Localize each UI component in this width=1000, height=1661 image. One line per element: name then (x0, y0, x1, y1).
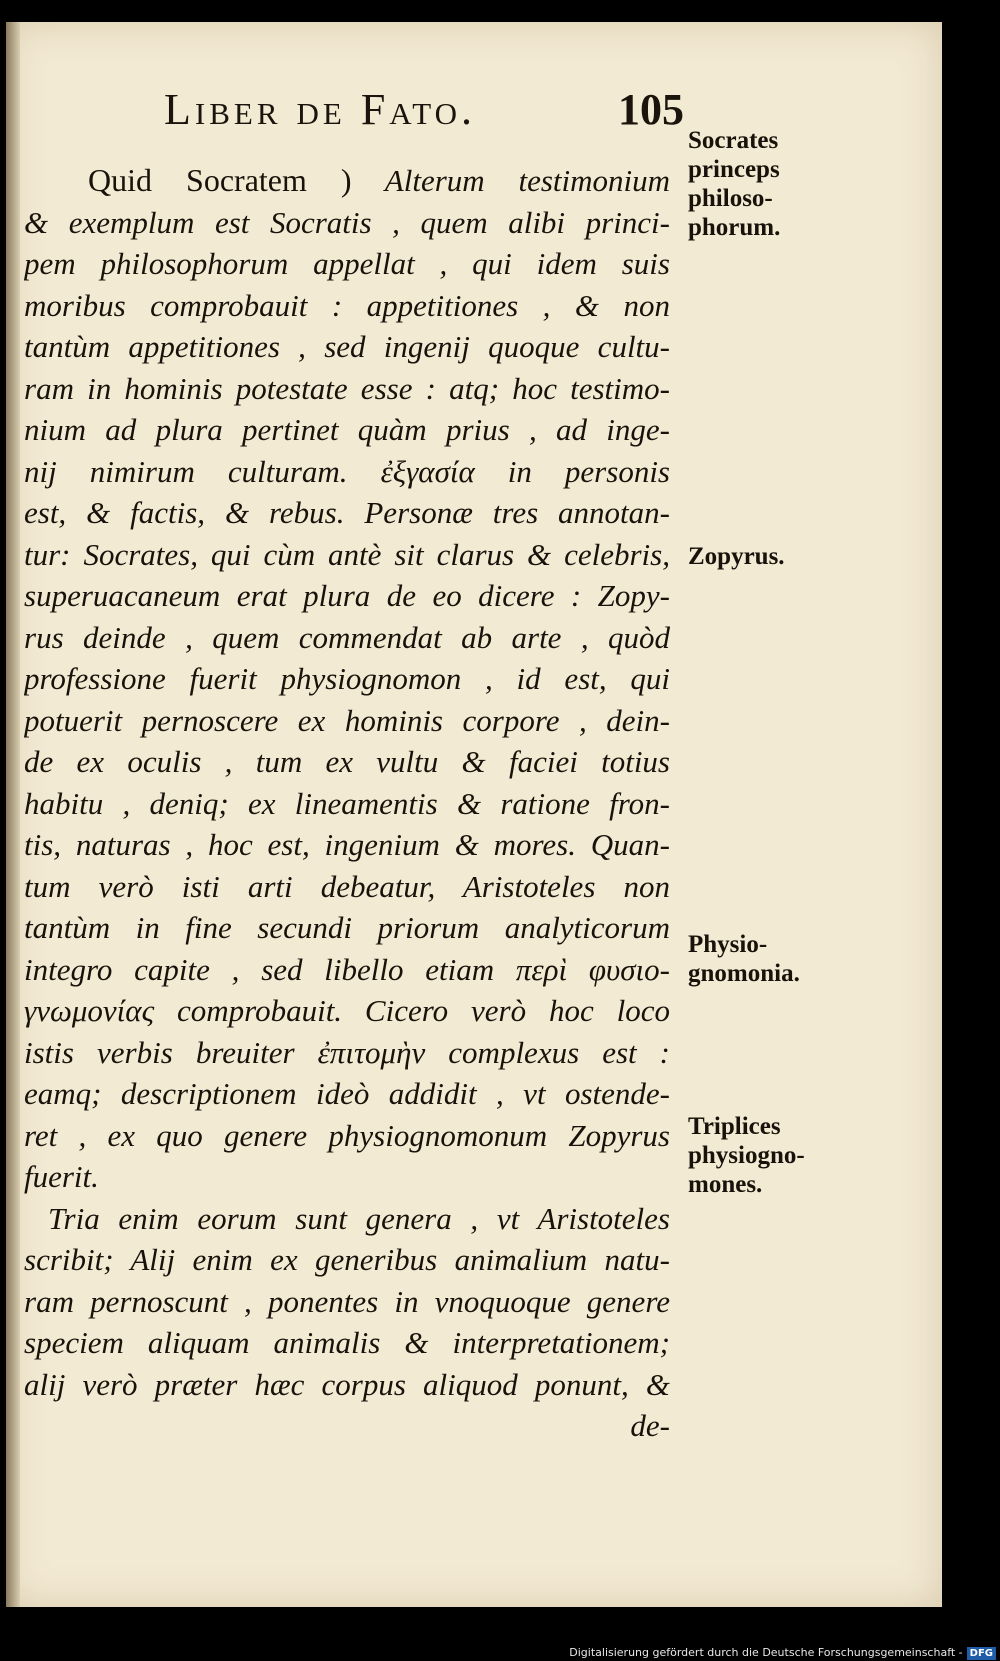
text-line: integro capite , sed libello etiam περὶ φυσιο- (24, 951, 670, 987)
text-line: fuerit. (24, 1159, 99, 1194)
text-line: nij nimirum culturam. ἐξγασία in personis (24, 453, 670, 489)
text-line: Tria enim eorum sunt genera , vt Aristoteles (48, 1200, 670, 1236)
text-line: scribit; Alij enim ex generibus animalium natu- (24, 1242, 670, 1277)
book-page (6, 22, 942, 1607)
text-line: tur: Socrates, qui cùm antè sit clarus & celebris, (24, 536, 670, 572)
text-line: moribus comprobauit : appetitiones , & non (24, 287, 670, 323)
text-line: alij verò præter hæc corpus aliquod ponunt, & (24, 1366, 670, 1402)
main-text-block (24, 160, 670, 1447)
digitization-credit (565, 1645, 1000, 1661)
page-header (164, 84, 684, 144)
text-line: habitu , deniq; ex lineamentis & ratione fron- (24, 785, 670, 821)
text-line: tantùm in fine secundi priorum analyticorum (24, 910, 670, 945)
marginal-note-zopyrus: Zopyrus. (688, 543, 785, 570)
page-number: 105 (618, 85, 684, 134)
text-line: speciem aliquam animalis & interpretationem; (24, 1325, 670, 1360)
text-line: tantùm appetitiones , sed ingenij quoque cultu- (24, 329, 670, 364)
text-line: pem philosophorum appellat , qui idem suis (24, 246, 670, 281)
text-line: tis, naturas , hoc est, ingenium & mores. Quan- (24, 827, 670, 862)
text-line: de ex oculis , tum ex vultu & faciei totius (24, 744, 670, 779)
text-line: est, & factis, & rebus. Personæ tres annotan- (24, 495, 670, 530)
text-line: rus deinde , quem commendat ab arte , quòd (24, 619, 670, 655)
text-line: & exemplum est Socratis , quem alibi princi- (24, 204, 670, 240)
dfg-logo-icon: DFG (967, 1647, 996, 1660)
first-line-text: Alterum testimonium (384, 163, 670, 198)
text-line (24, 160, 670, 202)
text-line: potuerit pernoscere ex hominis corpore , dein- (24, 702, 670, 738)
marginal-note-physiognomonia: Physio- gnomonia. (688, 931, 800, 987)
text-line: ret , ex quo genere physiognomonum Zopyrus (24, 1117, 670, 1153)
text-line: γνωμονίας comprobauit. Cicero verò hoc loco (24, 993, 670, 1028)
text-line: superuacaneum erat plura de eo dicere : Zopy- (24, 578, 670, 613)
commentary-lemma: Quid Socratem ) (88, 162, 352, 198)
text-line: nium ad plura pertinet quàm prius , ad inge- (24, 412, 670, 447)
marginal-note-triplices: Triplices physiogno- mones. (688, 1113, 805, 1198)
marginal-note-socrates: Socrates princeps philoso- phorum. (688, 127, 781, 241)
page-gutter-shadow (6, 22, 20, 1607)
text-line: ram in hominis potestate esse : atq; hoc testimo- (24, 370, 670, 406)
catchword: de- (630, 1408, 670, 1443)
text-line: ram pernoscunt , ponentes in vnoquoque genere (24, 1283, 670, 1319)
text-line: eamq; descriptionem ideò addidit , vt ostende- (24, 1076, 670, 1111)
credit-text: Digitalisierung gefördert durch die Deutsche Forschungsgemeinschaft - (569, 1646, 963, 1659)
text-line: tum verò isti arti debeatur, Aristoteles non (24, 868, 670, 904)
running-title: Liber de Fato. (164, 85, 476, 134)
text-line: professione fuerit physiognomon , id est, qui (24, 661, 670, 696)
text-line: istis verbis breuiter ἐπιτομὴν complexus est : (24, 1034, 670, 1070)
